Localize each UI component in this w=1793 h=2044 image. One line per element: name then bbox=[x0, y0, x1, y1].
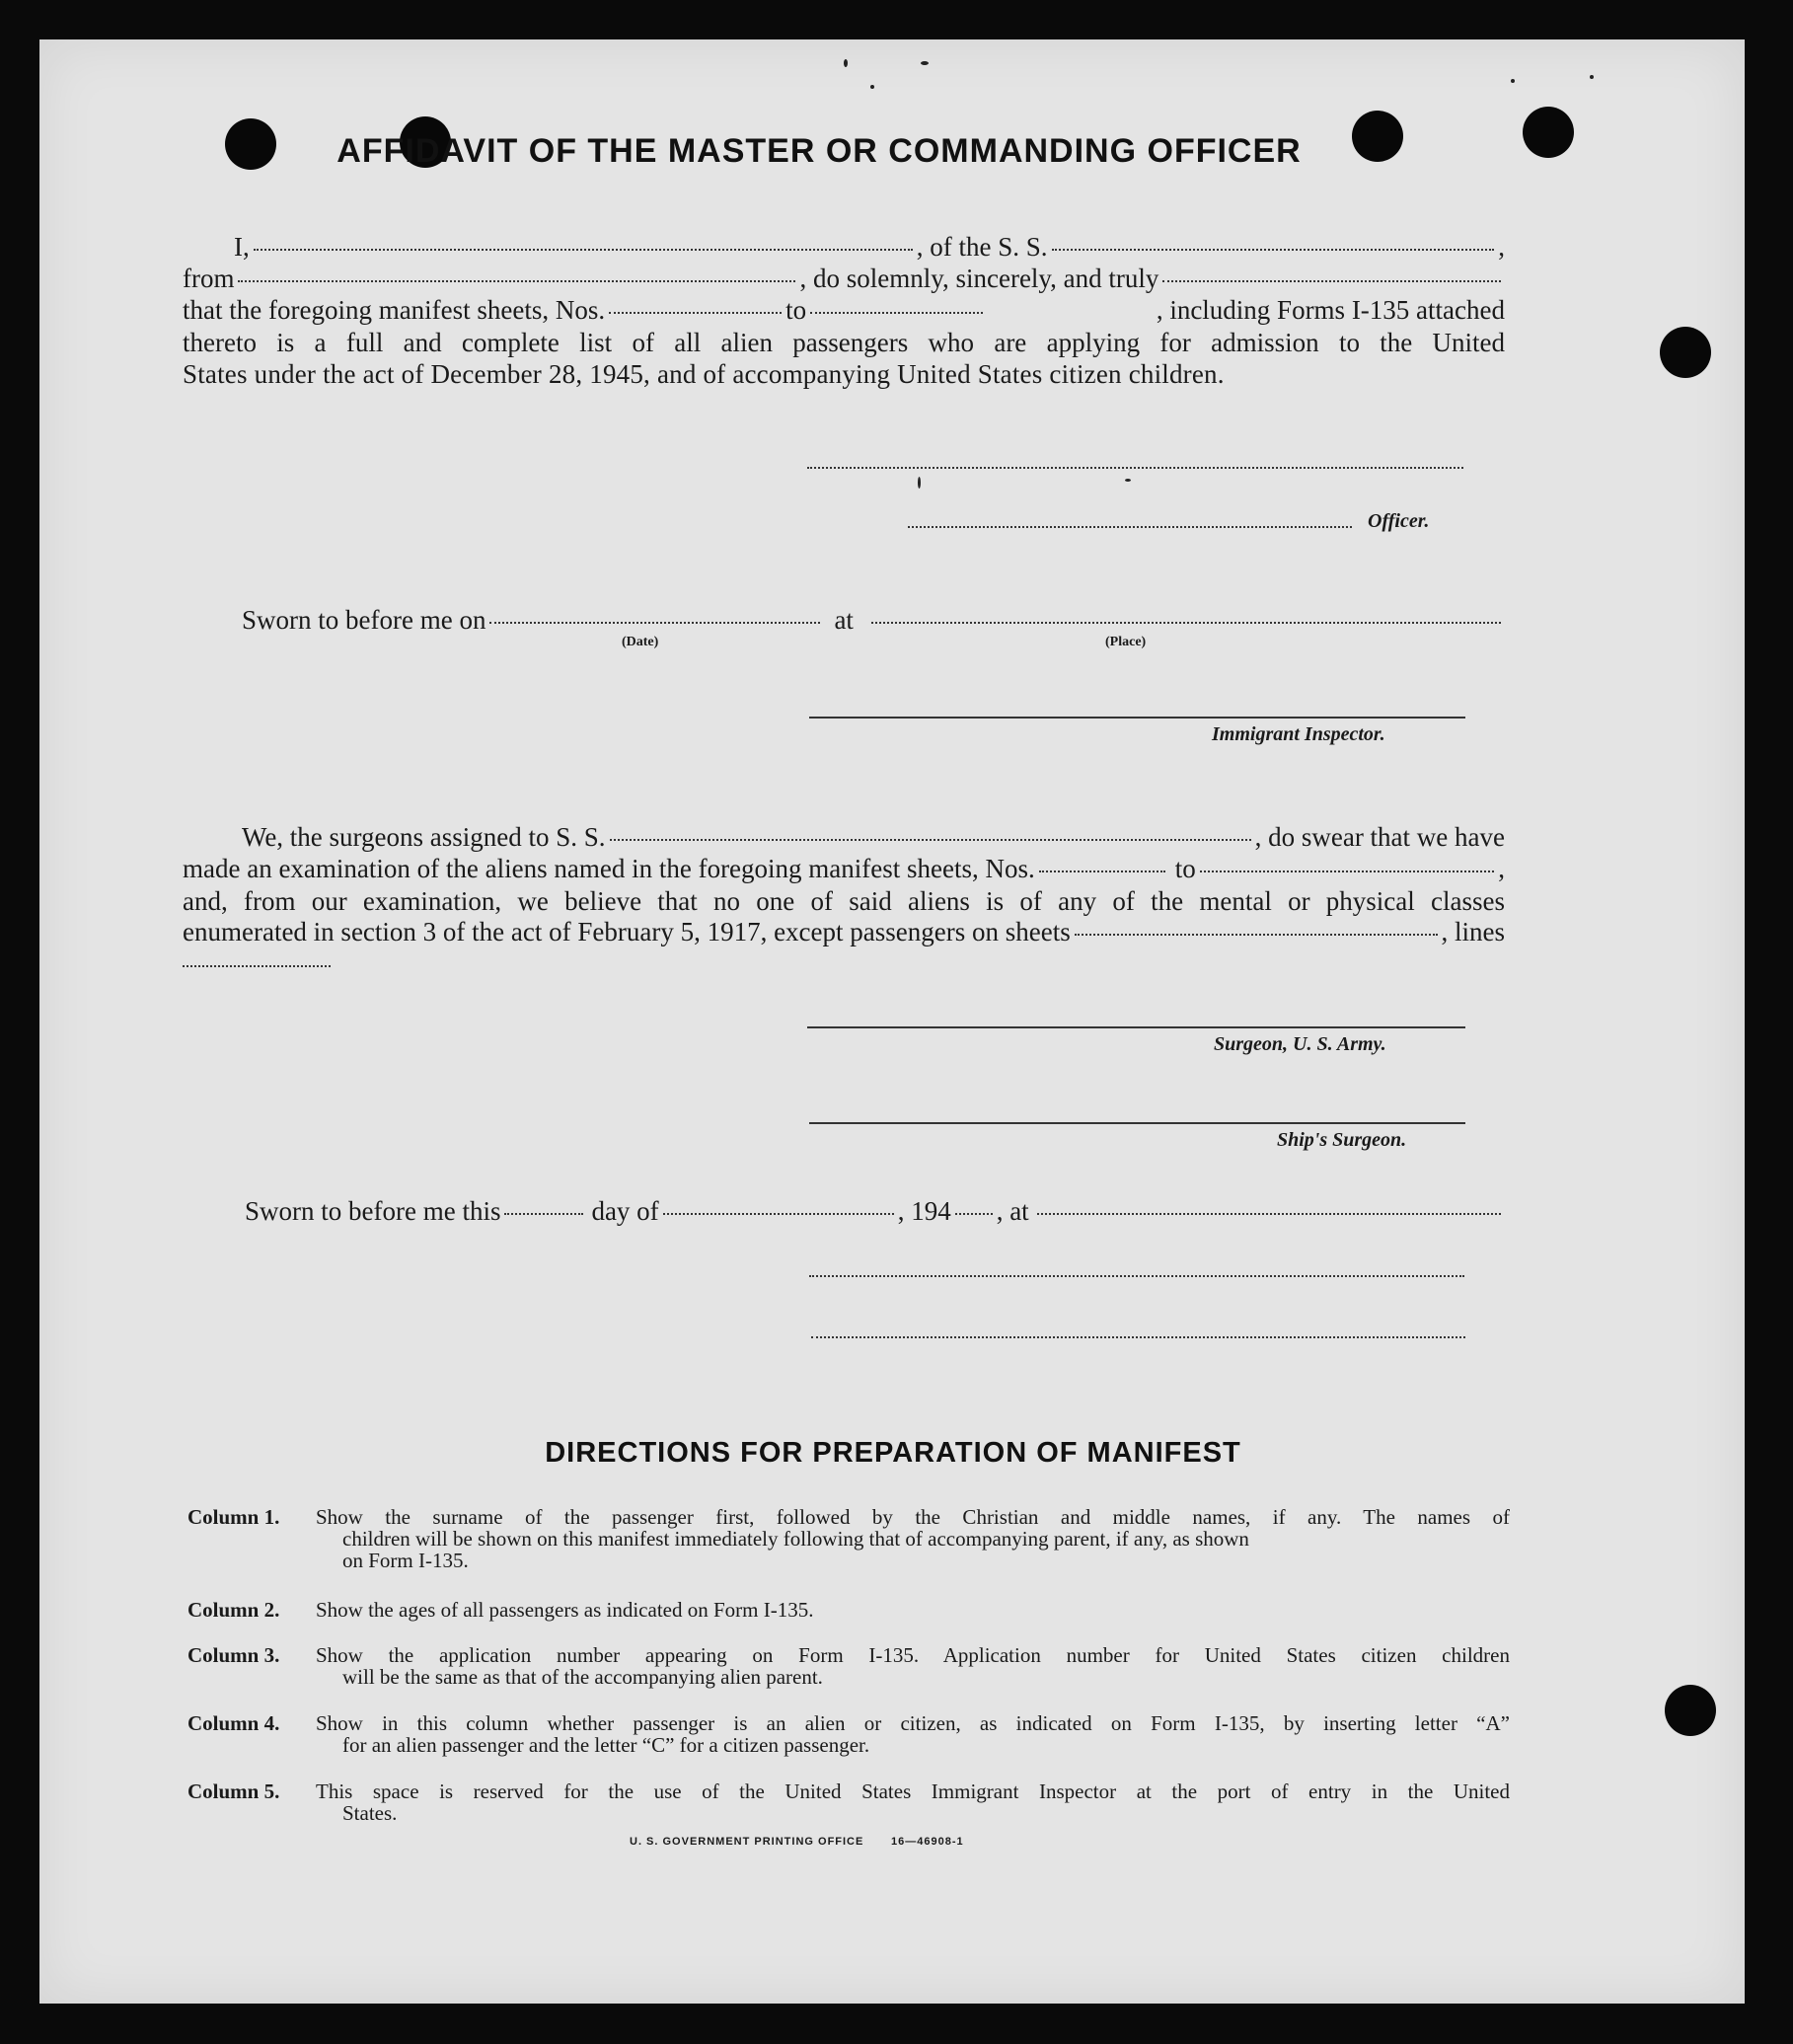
direction-line: children will be shown on this manifest immediately following that of accompanying parent, if any, as shown bbox=[342, 1527, 1249, 1551]
speck bbox=[870, 85, 874, 89]
sworn-place-field[interactable] bbox=[871, 622, 1501, 624]
sworn-line-2 bbox=[183, 1196, 1505, 1227]
affidavit-line-3 bbox=[183, 295, 1505, 326]
speck bbox=[1590, 75, 1594, 79]
surgeons-line-1 bbox=[183, 822, 1505, 853]
column-description bbox=[316, 1506, 1510, 1571]
oath-field[interactable] bbox=[1162, 280, 1501, 282]
surgeons-line-3: and, from our examination, we believe that no one of said aliens is of any of the mental or physical classes bbox=[183, 886, 1505, 916]
affidavit-text: , bbox=[1498, 232, 1505, 262]
ship-surgeon-label: Ship's Surgeon. bbox=[1277, 1129, 1407, 1151]
affidavit-line-2 bbox=[183, 264, 1505, 294]
sworn-date-field[interactable] bbox=[489, 622, 820, 624]
form-title: AFFIDAVIT OF THE MASTER OR COMMANDING OFFICER bbox=[336, 132, 1302, 170]
form-page bbox=[39, 39, 1745, 2004]
punch-hole bbox=[1660, 327, 1711, 378]
place-caption: (Place) bbox=[1105, 635, 1147, 649]
surgeons-text: We, the surgeons assigned to S. S. bbox=[242, 822, 606, 852]
witness-title-field[interactable] bbox=[811, 1336, 1465, 1338]
surgeons-text: enumerated in section 3 of the act of February 5, 1917, except passengers on sheets bbox=[183, 917, 1071, 946]
exam-sheet-from-field[interactable] bbox=[1039, 871, 1165, 872]
army-surgeon-signature-field[interactable] bbox=[807, 1026, 1465, 1028]
direction-line: on Form I-135. bbox=[342, 1549, 469, 1572]
direction-line: will be the same as that of the accompanying alien parent. bbox=[342, 1665, 823, 1689]
witness-signature-field[interactable] bbox=[809, 1275, 1464, 1277]
surgeons-line-2 bbox=[183, 854, 1505, 884]
officer-label: Officer. bbox=[1368, 510, 1430, 532]
sworn-text: Sworn to before me this bbox=[245, 1196, 501, 1226]
sworn-month-field[interactable] bbox=[663, 1213, 894, 1215]
column-label: Column 2. bbox=[187, 1598, 280, 1622]
surgeons-text: , bbox=[1498, 854, 1505, 883]
direction-line: Show in this column whether passenger is an alien or citizen, as indicated on Form I-135, by inserting letter “A” bbox=[316, 1711, 1510, 1735]
inspector-label: Immigrant Inspector. bbox=[1212, 723, 1385, 745]
affidavit-line-1 bbox=[183, 232, 1505, 263]
sworn-at-field[interactable] bbox=[1037, 1213, 1501, 1215]
sheet-to-field[interactable] bbox=[810, 312, 983, 314]
surgeons-text: made an examination of the aliens named in the foregoing manifest sheets, Nos. bbox=[183, 854, 1035, 883]
affidavit-text: , including Forms I-135 attached bbox=[1156, 295, 1505, 325]
speck bbox=[1125, 479, 1131, 482]
speck bbox=[1511, 79, 1515, 83]
column-description bbox=[316, 1644, 1510, 1688]
column-description bbox=[316, 1712, 1510, 1756]
column-label: Column 3. bbox=[187, 1643, 280, 1667]
sworn-text: at bbox=[834, 605, 854, 635]
speck bbox=[844, 59, 848, 67]
affidavit-line-4: thereto is a full and complete list of all alien passengers who are applying for admission to the United bbox=[183, 328, 1505, 357]
surgeons-text: , do swear that we have bbox=[1254, 822, 1505, 852]
direction-line: Show the application number appearing on Form I-135. Application number for United States citizen children bbox=[316, 1643, 1510, 1667]
sworn-line-1 bbox=[183, 605, 1505, 636]
affidavit-text: , do solemnly, sincerely, and truly bbox=[799, 264, 1159, 293]
sworn-text: , 194 bbox=[897, 1196, 951, 1226]
punch-hole bbox=[1665, 1685, 1716, 1736]
surgeons-line-4 bbox=[183, 917, 1505, 947]
column-description bbox=[316, 1780, 1510, 1824]
affidavit-text: that the foregoing manifest sheets, Nos. bbox=[183, 295, 606, 325]
affidavit-text: from bbox=[183, 264, 235, 293]
affidavit-line-5: States under the act of December 28, 1945, and of accompanying United States citizen children. bbox=[183, 359, 1225, 389]
speck bbox=[921, 61, 929, 65]
sworn-text: , at bbox=[996, 1196, 1029, 1226]
direction-line: This space is reserved for the use of the United States Immigrant Inspector at the port of entry in the United bbox=[316, 1779, 1510, 1803]
affidavit-text: to bbox=[785, 295, 807, 325]
officer-name-field[interactable] bbox=[254, 249, 913, 251]
directions-title: DIRECTIONS FOR PREPARATION OF MANIFEST bbox=[545, 1437, 1241, 1469]
sheet-from-field[interactable] bbox=[609, 312, 782, 314]
direction-line: States. bbox=[342, 1801, 398, 1825]
signature-line[interactable] bbox=[807, 467, 1463, 469]
except-sheets-field[interactable] bbox=[1075, 934, 1438, 936]
direction-line: Show the ages of all passengers as indicated on Form I-135. bbox=[316, 1598, 814, 1622]
port-from-field[interactable] bbox=[238, 280, 795, 282]
affidavit-text: I, bbox=[234, 232, 250, 262]
inspector-signature-field[interactable] bbox=[809, 717, 1465, 719]
form-code: 16—46908-1 bbox=[891, 1836, 964, 1848]
printer-imprint: U. S. GOVERNMENT PRINTING OFFICE bbox=[630, 1836, 864, 1848]
army-surgeon-label: Surgeon, U. S. Army. bbox=[1214, 1033, 1386, 1055]
except-lines-field[interactable] bbox=[183, 965, 331, 967]
sworn-text: day of bbox=[591, 1196, 659, 1226]
column-label: Column 1. bbox=[187, 1505, 280, 1529]
officer-signature-field[interactable] bbox=[908, 526, 1352, 528]
date-caption: (Date) bbox=[622, 635, 659, 649]
surgeons-ship-field[interactable] bbox=[610, 839, 1251, 841]
column-label: Column 5. bbox=[187, 1779, 280, 1803]
sworn-text: Sworn to before me on bbox=[242, 605, 486, 635]
surgeons-text: to bbox=[1174, 854, 1196, 883]
sworn-day-field[interactable] bbox=[504, 1213, 583, 1215]
ship-surgeon-signature-field[interactable] bbox=[809, 1122, 1465, 1124]
column-description bbox=[316, 1599, 1510, 1621]
direction-line: Show the surname of the passenger first, followed by the Christian and middle names, if any. The names of bbox=[316, 1505, 1510, 1529]
speck bbox=[918, 477, 921, 489]
ship-name-field[interactable] bbox=[1052, 249, 1495, 251]
surgeons-text: , lines bbox=[1441, 917, 1505, 946]
exam-sheet-to-field[interactable] bbox=[1200, 871, 1494, 872]
affidavit-text: , of the S. S. bbox=[916, 232, 1048, 262]
column-label: Column 4. bbox=[187, 1711, 280, 1735]
sworn-year-field[interactable] bbox=[955, 1213, 993, 1215]
direction-line: for an alien passenger and the letter “C” for a citizen passenger. bbox=[342, 1733, 870, 1757]
